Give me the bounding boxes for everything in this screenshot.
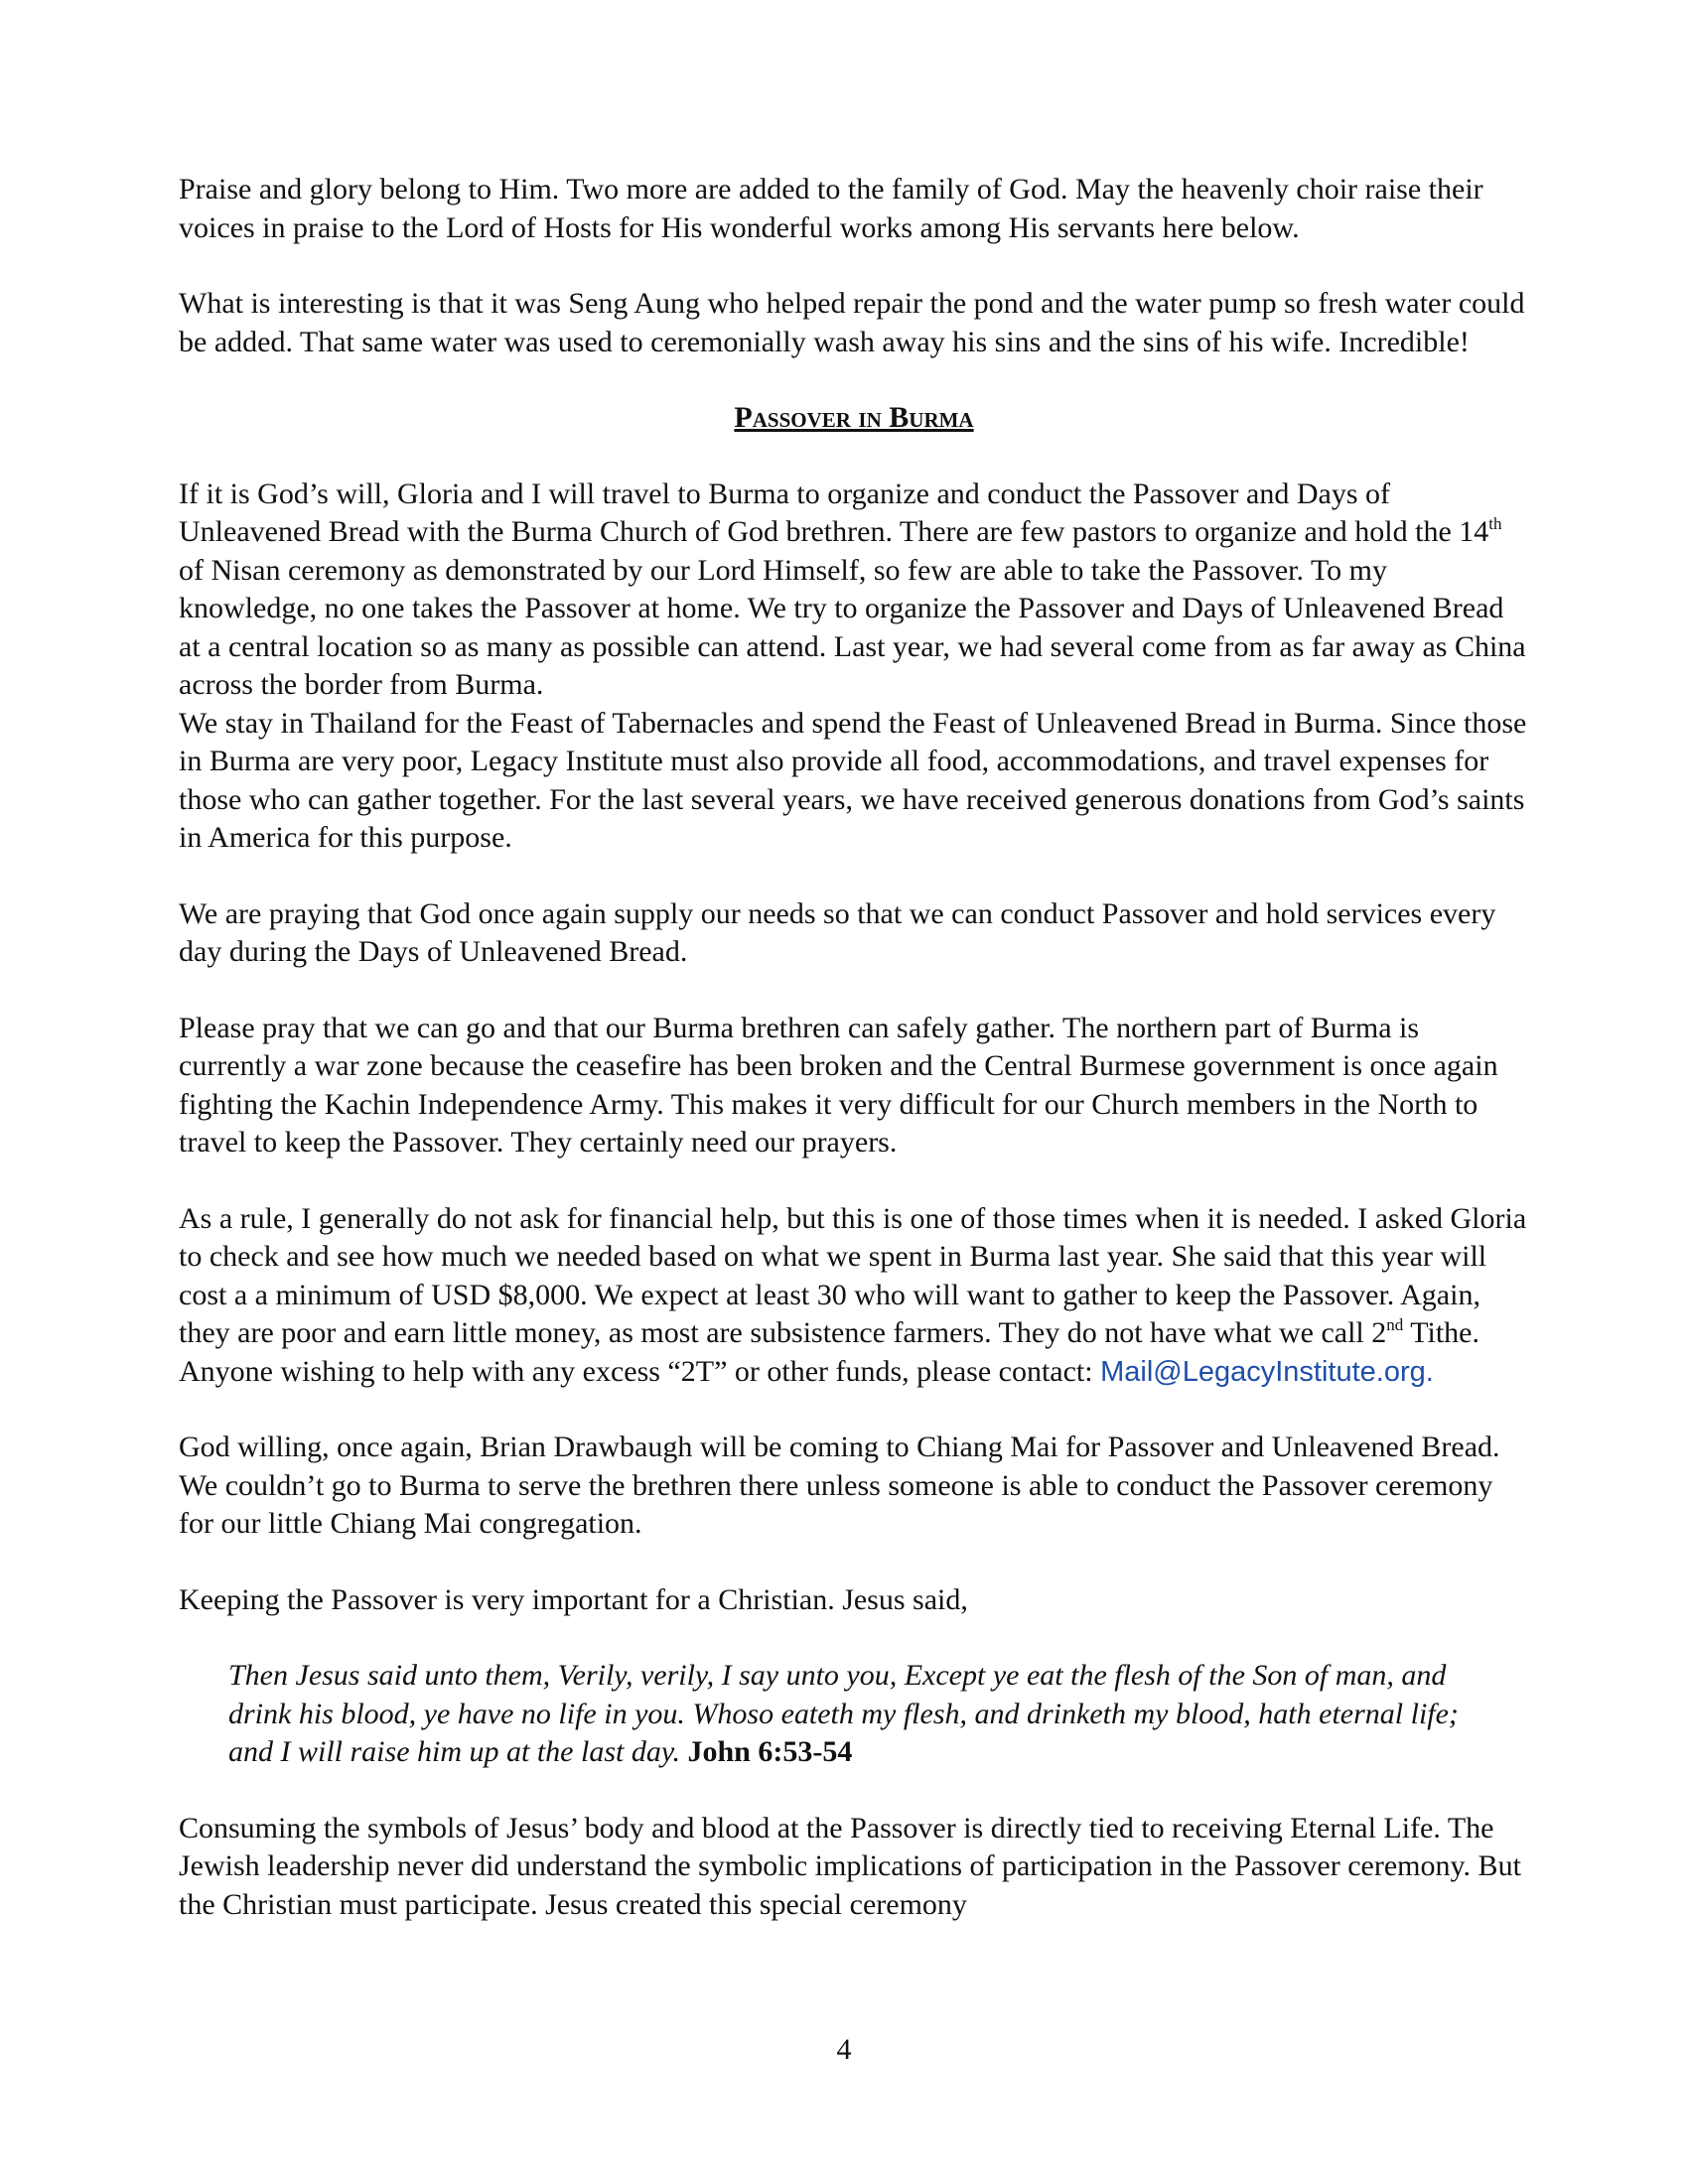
paragraph-travel-plans — [179, 476, 1529, 858]
paragraph-travel-text-3: We stay in Thailand for the Feast of Tabernacles and spend the Feast of Unleavened Bread in Burma. Since those in Burma are very poor, Legacy Institute must also provide all food, accommodations, and travel expenses for those who can gather together. For the last several years, we have received generous donations from God’s saints in America for this purpose. — [179, 706, 1527, 854]
paragraph-consuming-symbols: Consuming the symbols of Jesus’ body and blood at the Passover is directly tied to receiving Eternal Life. The Jewish leadership never did understand the symbolic implications of participation in the Passover ceremony. But the Christian must participate. Jesus created this special ceremony — [179, 1811, 1521, 1921]
quote-reference: John 6:53-54 — [687, 1735, 853, 1768]
paragraph-travel-text-2: of Nisan ceremony as demonstrated by our Lord Himself, so few are able to take the Passover. To my knowledge, no one takes the Passover at home. We try to organize the Passover and Days of Unleavened Bread at a central location so as many as possible can attend. Last year, we had several come from as far away as China across the border from Burma. — [179, 553, 1526, 701]
page-body — [179, 171, 1529, 1962]
section-heading: Passover in Burma — [734, 401, 974, 434]
page-number: 4 — [836, 2033, 852, 2066]
paragraph-seng-aung: What is interesting is that it was Seng Aung who helped repair the pond and the water pump so fresh water could be added. That same water was used to ceremonially wash away his sins and the sins of his wife. Incredible! — [179, 287, 1525, 358]
paragraph-financial-text-1: As a rule, I generally do not ask for financial help, but this is one of those times when it is needed. I asked Gloria to check and see how much we needed based on what we spent in Burma last year. She said that this year will cost a a minimum of USD $8,000. We expect at least 30 who will want to gather to keep the Passover. Again, they are poor and earn little money, as most are subsistence farmers. They do not have what we call 2 — [179, 1201, 1527, 1349]
ordinal-suffix: th — [1488, 514, 1502, 533]
paragraph-financial-text-2: Tithe. Anyone wishing to help with any excess “2T” or other funds, please contact: — [179, 1316, 1479, 1388]
paragraph-travel-text-1: If it is God’s will, Gloria and I will travel to Burma to organize and conduct the Passover and Days of Unleavened Bread with the Burma Church of God brethren. There are few pastors to organize and hold the 14 — [179, 477, 1489, 548]
paragraph-war-zone: Please pray that we can go and that our Burma brethren can safely gather. The northern part of Burma is currently a war zone because the ceasefire has been broken and the Central Burmese government is once again fighting the Kachin Independence Army. This makes it very difficult for our Church members in the North to travel to keep the Passover. They certainly need our prayers. — [179, 1011, 1498, 1159]
paragraph-financial-help — [179, 1200, 1529, 1392]
scripture-quote — [228, 1657, 1489, 1772]
paragraph-praise: Praise and glory belong to Him. Two more are added to the family of God. May the heavenly choir raise their voices in praise to the Lord of Hosts for His wonderful works among His servants here below. — [179, 173, 1483, 244]
quote-text: Then Jesus said unto them, Verily, verily, I say unto you, Except ye eat the flesh of the Son of man, and drink his blood, ye have no life in you. Whoso eateth my flesh, and drinketh my blood, hath eternal life; and I will raise him up at the last day. — [228, 1659, 1459, 1768]
paragraph-praying: We are praying that God once again supply our needs so that we can conduct Passover and hold services every day during the Days of Unleavened Bread. — [179, 896, 1496, 968]
paragraph-brian-drawbaugh: God willing, once again, Brian Drawbaugh will be coming to Chiang Mai for Passover and Unleavened Bread. We couldn’t go to Burma to serve the brethren there unless someone is able to conduct the Passover ceremony for our little Chiang Mai congregation. — [179, 1431, 1500, 1540]
paragraph-keeping-passover: Keeping the Passover is very important for a Christian. Jesus said, — [179, 1582, 968, 1616]
ordinal-suffix: nd — [1386, 1315, 1404, 1334]
contact-email-link[interactable]: Mail@LegacyInstitute.org. — [1100, 1355, 1434, 1388]
